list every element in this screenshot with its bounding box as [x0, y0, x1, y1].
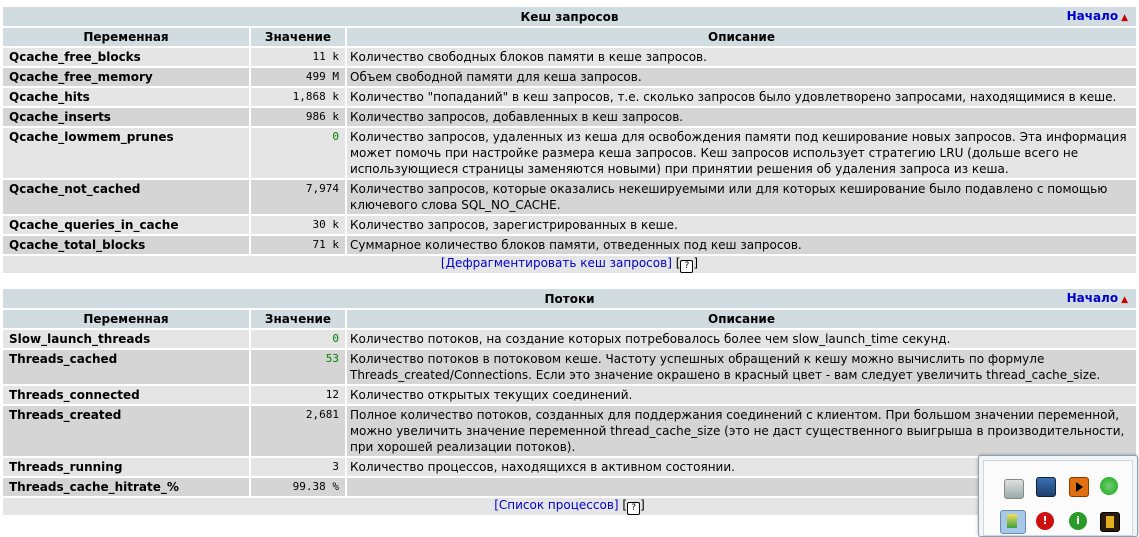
- section-title: Кеш запросов: [520, 9, 619, 24]
- table-footer: [2, 497, 1137, 516]
- help-open: [: [622, 498, 628, 512]
- variable-value: 986 k: [250, 107, 346, 127]
- table-row: [2, 329, 1137, 349]
- defragment-cache-link[interactable]: [Дефрагментировать кеш запросов]: [440, 256, 672, 270]
- table-row: [2, 349, 1137, 385]
- variable-name: Qcache_not_cached: [2, 179, 250, 215]
- table-footer: [2, 255, 1137, 274]
- footer-cell: [2, 497, 1137, 516]
- variable-name: Qcache_free_memory: [2, 67, 250, 87]
- variable-value: 30 k: [250, 215, 346, 235]
- table-row: [2, 215, 1137, 235]
- column-description: Описание: [346, 309, 1137, 329]
- variable-description: Количество потоков, на создание которых потребовалось более чем slow_launch_time секунд.: [346, 329, 1137, 349]
- top-link-label: Начало: [1066, 9, 1119, 23]
- upload-icon[interactable]: [1000, 510, 1026, 534]
- variable-description: Количество процессов, находящихся в активном состоянии.: [346, 457, 1137, 477]
- query-cache-table: [2, 6, 1137, 274]
- column-value: Значение: [250, 27, 346, 47]
- tray-icons-panel: [983, 460, 1133, 536]
- variable-description: Количество потоков в потоковом кеше. Частоту успешных обращений к кешу можно вычислить по формуле Threads_created/Connections. Если это значение окрашено в красный цвет - вам следует увеличить thread_cache_size.: [346, 349, 1137, 385]
- table-row: [2, 179, 1137, 215]
- variable-name: Qcache_lowmem_prunes: [2, 127, 250, 179]
- column-value: Значение: [250, 309, 346, 329]
- column-description: Описание: [346, 27, 1137, 47]
- variable-description: Количество запросов, которые оказались некешируемыми или для которых кеширование было подавлено с помощью ключевого слова SQL_NO_CACHE.: [346, 179, 1137, 215]
- variable-description: Количество свободных блоков памяти в кеше запросов.: [346, 47, 1137, 67]
- help-close: ]: [693, 256, 699, 270]
- variable-description: Суммарное количество блоков памяти, отведенных под кеш запросов.: [346, 235, 1137, 255]
- table-row: [2, 457, 1137, 477]
- variable-name: Threads_cached: [2, 349, 250, 385]
- variable-value: 71 k: [250, 235, 346, 255]
- variable-value: 53: [250, 349, 346, 385]
- media-icon[interactable]: [1069, 477, 1089, 497]
- film-icon[interactable]: [1100, 512, 1120, 532]
- section-title: Потоки: [544, 291, 595, 306]
- variable-value: 499 M: [250, 67, 346, 87]
- variable-name: Slow_launch_threads: [2, 329, 250, 349]
- variable-description: Объем свободной памяти для кеша запросов.: [346, 67, 1137, 87]
- stop-icon[interactable]: !: [1036, 512, 1054, 530]
- variable-description: Количество запросов, удаленных из кеша для освобождения памяти под кеширование новых запросов. Эта информация может помочь при настройке размера кеша запросов. Кеш запросов использует стратегию LRU (дольше всего не использующиеся страницы заменяются новыми) при принятии решения об удаления запроса из кеша.: [346, 127, 1137, 179]
- variable-name: Threads_cache_hitrate_%: [2, 477, 250, 497]
- variable-value: 11 k: [250, 47, 346, 67]
- network-icon[interactable]: [1004, 479, 1024, 499]
- variable-value: 99.38 %: [250, 477, 346, 497]
- help-icon[interactable]: ?: [680, 260, 693, 273]
- query-cache-title: [2, 6, 1137, 27]
- variable-description: Количество открытых текущих соединений.: [346, 385, 1137, 405]
- variable-value: 3: [250, 457, 346, 477]
- clover-icon[interactable]: [1100, 477, 1118, 495]
- variable-value: 0: [250, 329, 346, 349]
- variable-value: 1,868 k: [250, 87, 346, 107]
- table-header: [2, 309, 1137, 329]
- info-icon[interactable]: i: [1069, 512, 1087, 530]
- table-row: [2, 47, 1137, 67]
- variable-name: Threads_running: [2, 457, 250, 477]
- table-row: [2, 107, 1137, 127]
- arrow-up-icon: ▲: [1121, 295, 1128, 305]
- help-open: [: [675, 256, 681, 270]
- column-variable: Переменная: [2, 27, 250, 47]
- variable-value: 7,974: [250, 179, 346, 215]
- update-icon[interactable]: [1036, 477, 1056, 497]
- variable-name: Qcache_hits: [2, 87, 250, 107]
- variable-name: Qcache_total_blocks: [2, 235, 250, 255]
- top-link-label: Начало: [1066, 291, 1119, 305]
- column-variable: Переменная: [2, 309, 250, 329]
- variable-description: Количество запросов, добавленных в кеш запросов.: [346, 107, 1137, 127]
- variable-name: Qcache_queries_in_cache: [2, 215, 250, 235]
- threads-table: [2, 288, 1137, 516]
- table-row: [2, 87, 1137, 107]
- table-row: [2, 235, 1137, 255]
- table-row: [2, 127, 1137, 179]
- tray-popup: [978, 455, 1138, 537]
- footer-cell: [2, 255, 1137, 274]
- arrow-up-icon: ▲: [1121, 13, 1128, 23]
- variable-name: Qcache_free_blocks: [2, 47, 250, 67]
- variable-value: 0: [250, 127, 346, 179]
- variable-name: Qcache_inserts: [2, 107, 250, 127]
- variable-value: 12: [250, 385, 346, 405]
- table-row: [2, 67, 1137, 87]
- table-header: [2, 27, 1137, 47]
- variable-description: Полное количество потоков, созданных для поддержания соединений с клиентом. При большом значении переменной, можно увеличить значение переменной thread_cache_size (это не даст существенного выигрыша в производительности, при хорошей реализации потоков).: [346, 405, 1137, 457]
- variable-description: Количество "попаданий" в кеш запросов, т.е. сколько запросов было удовлетворено запросами, находящимися в кеше.: [346, 87, 1137, 107]
- top-link[interactable]: [1067, 291, 1128, 305]
- help-close: ]: [640, 498, 645, 512]
- top-link[interactable]: [1067, 9, 1128, 23]
- variable-name: Threads_connected: [2, 385, 250, 405]
- table-row: [2, 477, 1137, 497]
- table-row: [2, 385, 1137, 405]
- threads-title: [2, 288, 1137, 309]
- process-list-link[interactable]: [Список процессов]: [494, 498, 619, 512]
- variable-value: 2,681: [250, 405, 346, 457]
- variable-name: Threads_created: [2, 405, 250, 457]
- variable-description: Количество запросов, зарегистрированных в кеше.: [346, 215, 1137, 235]
- help-icon[interactable]: ?: [627, 502, 640, 515]
- table-row: [2, 405, 1137, 457]
